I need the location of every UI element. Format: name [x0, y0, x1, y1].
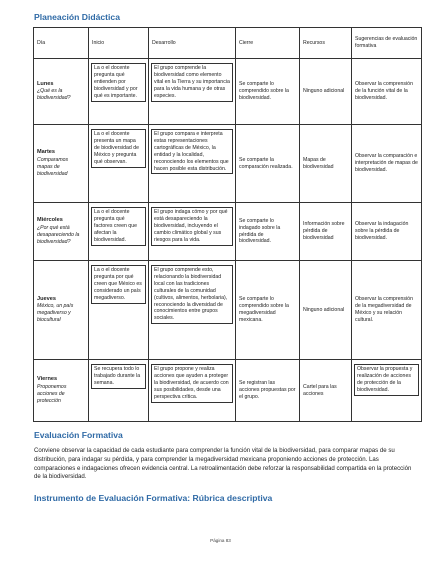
- desarrollo-cell: [149, 261, 236, 360]
- inicio-text: La o el docente pregunta qué factores creen que afectan la biodiversidad.: [91, 207, 146, 246]
- day-name: Lunes: [37, 80, 54, 87]
- sugerencias-cell: Observar la indagación sobre la pérdida de biodiversidad.: [352, 203, 422, 261]
- header-desarrollo: Desarrollo: [149, 28, 236, 59]
- day-cell: [34, 261, 89, 360]
- header-dia: Día: [34, 28, 89, 59]
- planeacion-table: [33, 27, 422, 422]
- recursos-cell: Cartel para las acciones: [300, 360, 352, 422]
- desarrollo-text: El grupo comprende esto, relacionando la biodiversidad local con las tradiciones culturales de la comunidad (cultivos, alimentos, herbolaria), reconociendo la diversidad de conocimientos entre grupos sociales.: [151, 265, 233, 324]
- day-subtitle: México, un país megadiverso y biocultural: [37, 303, 74, 324]
- sugerencias-text: Observar la propuesta y realización de acciones de protección de la biodiversidad.: [354, 364, 419, 396]
- sugerencias-cell: Observar la comparación e interpretación de mapas de biodiversidad.: [352, 125, 422, 203]
- cierre-cell: Se comparte lo comprendido sobre la biodiversidad.: [236, 59, 300, 125]
- evaluacion-paragraph: Conviene observar la capacidad de cada estudiante para comprender la función vital de la biodiversidad, para comparar mapas de su distribución, para indagar su pérdida, y para comprender la megadiversidad mexicana proponiendo acciones de protección. Las comparaciones e indagaciones ofrecen evidencia central. La retroalimentación debe reforzar la responsabilidad compartida en la protección de la biodiversidad.: [34, 447, 412, 481]
- day-cell: [34, 360, 89, 422]
- inicio-cell: [89, 59, 149, 125]
- desarrollo-text: El grupo propone y realiza acciones que ayuden a proteger la biodiversidad, de acuerdo con sus posibilidades, desde una perspectiva crítica.: [151, 364, 233, 403]
- desarrollo-text: El grupo compara e interpreta estas representaciones cartográficas de México, la entidad y la localidad, reconociendo los elementos que hacen posible esta distribución.: [151, 129, 233, 174]
- desarrollo-cell: [149, 203, 236, 261]
- header-sugerencias: Sugerencias de evaluación formativa: [352, 28, 422, 59]
- inicio-cell: [89, 360, 149, 422]
- day-cell: [34, 59, 89, 125]
- day-name: Martes: [37, 149, 56, 156]
- cierre-cell: Se comparte lo comprendido sobre la megadiversidad mexicana.: [236, 261, 300, 360]
- page-number: Página 83: [210, 538, 231, 543]
- inicio-text: La o el docente presenta un mapa de biodiversidad de México y pregunta qué observan.: [91, 129, 146, 168]
- cierre-cell: Se registran las acciones propuestas por el grupo.: [236, 360, 300, 422]
- table-row: [34, 360, 422, 422]
- table-row: [34, 203, 422, 261]
- inicio-cell: [89, 203, 149, 261]
- day-cell: [34, 125, 89, 203]
- sugerencias-cell: Observar la comprensión de la megadiversidad de México y su relación cultural.: [352, 261, 422, 360]
- header-recursos: Recursos: [300, 28, 352, 59]
- day-name: Jueves: [37, 295, 56, 302]
- desarrollo-text: El grupo comprende la biodiversidad como elemento vital en la Tierra y su importancia para la vida humana y de otras especies.: [151, 63, 233, 102]
- recursos-cell: Información sobre pérdida de biodiversidad: [300, 203, 352, 261]
- inicio-cell: [89, 125, 149, 203]
- table-row: [34, 261, 422, 360]
- inicio-text: La o el docente pregunta qué entienden por biodiversidad y por qué es importante.: [91, 63, 146, 102]
- desarrollo-cell: [149, 59, 236, 125]
- sugerencias-cell: Observar la comprensión de la función vital de la biodiversidad.: [352, 59, 422, 125]
- day-subtitle: Comparamos mapas de biodiversidad: [37, 156, 69, 177]
- cierre-cell: Se comparte la comparación realizada.: [236, 125, 300, 203]
- day-subtitle: ¿Por qué está desapareciendo la biodiversidad?: [37, 224, 80, 245]
- section-title-planeacion: Planeación Didáctica: [34, 12, 120, 22]
- inicio-cell: [89, 261, 149, 360]
- inicio-text: Se recupera todo lo trabajado durante la semana.: [91, 364, 146, 389]
- day-subtitle: ¿Qué es la biodiversidad?: [37, 88, 71, 102]
- table-row: [34, 125, 422, 203]
- day-name: Viernes: [37, 376, 58, 383]
- day-subtitle: Proponemos acciones de protección: [37, 383, 67, 404]
- desarrollo-cell: [149, 125, 236, 203]
- cierre-cell: Se comparte lo indagado sobre la pérdida de biodiversidad.: [236, 203, 300, 261]
- day-name: Miércoles: [37, 217, 63, 224]
- table-row: [34, 59, 422, 125]
- section-title-instrumento: Instrumento de Evaluación Formativa: Rúbrica descriptiva: [34, 493, 273, 503]
- inicio-text: La o el docente pregunta por qué creen que México es considerado un país megadiverso.: [91, 265, 146, 304]
- desarrollo-text: El grupo indaga cómo y por qué está desapareciendo la biodiversidad, incluyendo el cambio climático global y sus riesgos para la vida.: [151, 207, 233, 246]
- day-cell: [34, 203, 89, 261]
- header-inicio: Inicio: [89, 28, 149, 59]
- section-title-evaluacion: Evaluación Formativa: [34, 430, 123, 440]
- recursos-cell: Ninguno adicional: [300, 59, 352, 125]
- recursos-cell: Ninguno adicional: [300, 261, 352, 360]
- sugerencias-cell: [352, 360, 422, 422]
- recursos-cell: Mapas de biodiversidad: [300, 125, 352, 203]
- table-header-row: [34, 28, 422, 59]
- header-cierre: Cierre: [236, 28, 300, 59]
- desarrollo-cell: [149, 360, 236, 422]
